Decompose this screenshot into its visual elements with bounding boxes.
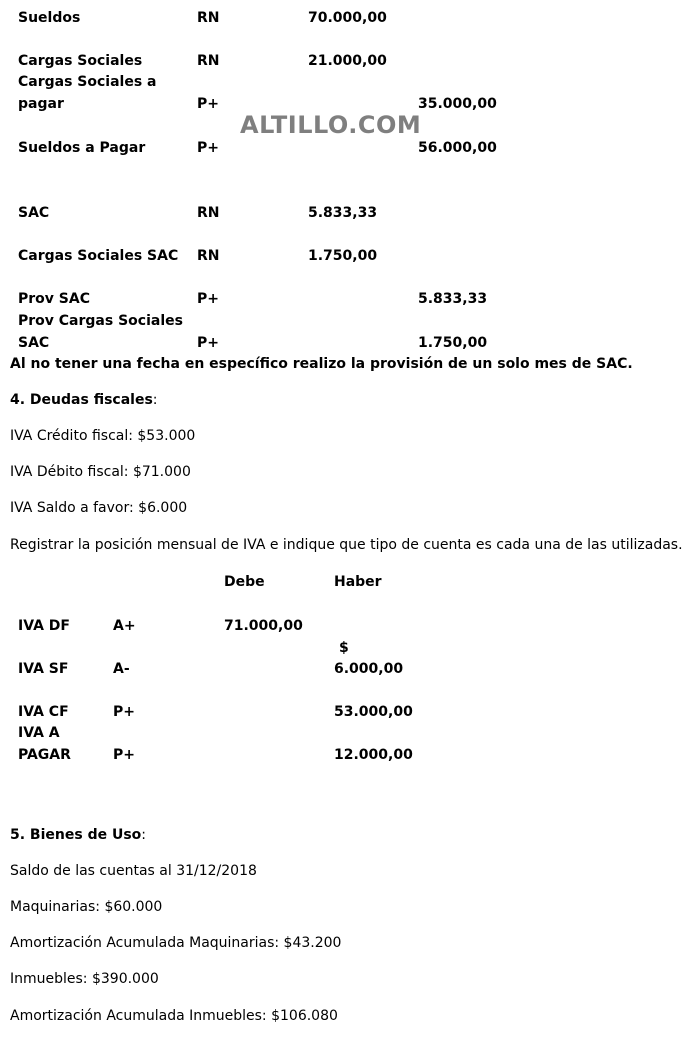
account-type: RN (197, 205, 220, 221)
account-type: P+ (197, 291, 219, 307)
account-name-cont: pagar (18, 96, 64, 112)
account-name: SAC (18, 205, 50, 221)
section-5-heading (10, 825, 146, 846)
account-name-cont: PAGAR (18, 747, 71, 763)
account-name: IVA CF (18, 704, 69, 720)
account-type: P+ (113, 747, 135, 763)
credit-value: 35.000,00 (418, 96, 497, 112)
section-5-colon: : (141, 827, 146, 843)
account-name: IVA A (18, 725, 60, 741)
credit-value: 1.750,00 (418, 335, 488, 351)
credit-value: 53.000,00 (334, 704, 413, 720)
account-name: Cargas Sociales a (18, 74, 157, 90)
amort-inmuebles-line: Amortización Acumulada Inmuebles: $106.080 (10, 1008, 338, 1024)
account-type: P+ (197, 140, 219, 156)
inmuebles-line: Inmuebles: $390.000 (10, 971, 159, 987)
account-type: RN (197, 10, 220, 26)
account-name-cont: SAC (18, 335, 50, 351)
account-name: Sueldos (18, 10, 81, 26)
header-haber: Haber (334, 574, 382, 590)
account-type: RN (197, 248, 220, 264)
section-5-title: 5. Bienes de Uso (10, 827, 142, 843)
instruction-text: Registrar la posición mensual de IVA e indique que tipo de cuenta es cada una de las utilizadas. (10, 537, 683, 553)
account-type: P+ (113, 704, 135, 720)
account-name: IVA DF (18, 618, 70, 634)
watermark: ALTILLO.COM (240, 111, 422, 139)
currency-symbol: $ (339, 640, 349, 656)
account-type: RN (197, 53, 220, 69)
sac-note: Al no tener una fecha en específico realizo la provisión de un solo mes de SAC. (10, 356, 633, 372)
debit-value: 5.833,33 (308, 205, 378, 221)
section-4-heading (10, 390, 158, 411)
account-name: Cargas Sociales (18, 53, 143, 69)
debit-value: 71.000,00 (224, 618, 303, 634)
amort-maquinarias-line: Amortización Acumulada Maquinarias: $43.200 (10, 935, 342, 951)
debit-value: 70.000,00 (308, 10, 387, 26)
credit-value: 12.000,00 (334, 747, 413, 763)
account-type: A+ (113, 618, 136, 634)
section-4-title: 4. Deudas fiscales (10, 392, 153, 408)
account-name: Cargas Sociales SAC (18, 248, 179, 264)
debit-value: 21.000,00 (308, 53, 387, 69)
account-type: A- (113, 661, 130, 677)
section-4-colon: : (152, 392, 158, 408)
balance-date-line: Saldo de las cuentas al 31/12/2018 (10, 863, 257, 879)
account-name: Prov SAC (18, 291, 90, 307)
header-debe: Debe (224, 574, 265, 590)
credit-value: 5.833,33 (418, 291, 488, 307)
iva-saldo-line: IVA Saldo a favor: $6.000 (10, 500, 188, 516)
debit-value: 1.750,00 (308, 248, 378, 264)
iva-credito-line: IVA Crédito fiscal: $53.000 (10, 428, 196, 444)
maquinarias-line: Maquinarias: $60.000 (10, 899, 163, 915)
account-name: IVA SF (18, 661, 69, 677)
account-name: Prov Cargas Sociales (18, 313, 183, 329)
account-name: Sueldos a Pagar (18, 140, 146, 156)
credit-value: 6.000,00 (334, 661, 404, 677)
iva-debito-line: IVA Débito fiscal: $71.000 (10, 464, 191, 480)
credit-value: 56.000,00 (418, 140, 497, 156)
account-type: P+ (197, 335, 219, 351)
account-type: P+ (197, 96, 219, 112)
